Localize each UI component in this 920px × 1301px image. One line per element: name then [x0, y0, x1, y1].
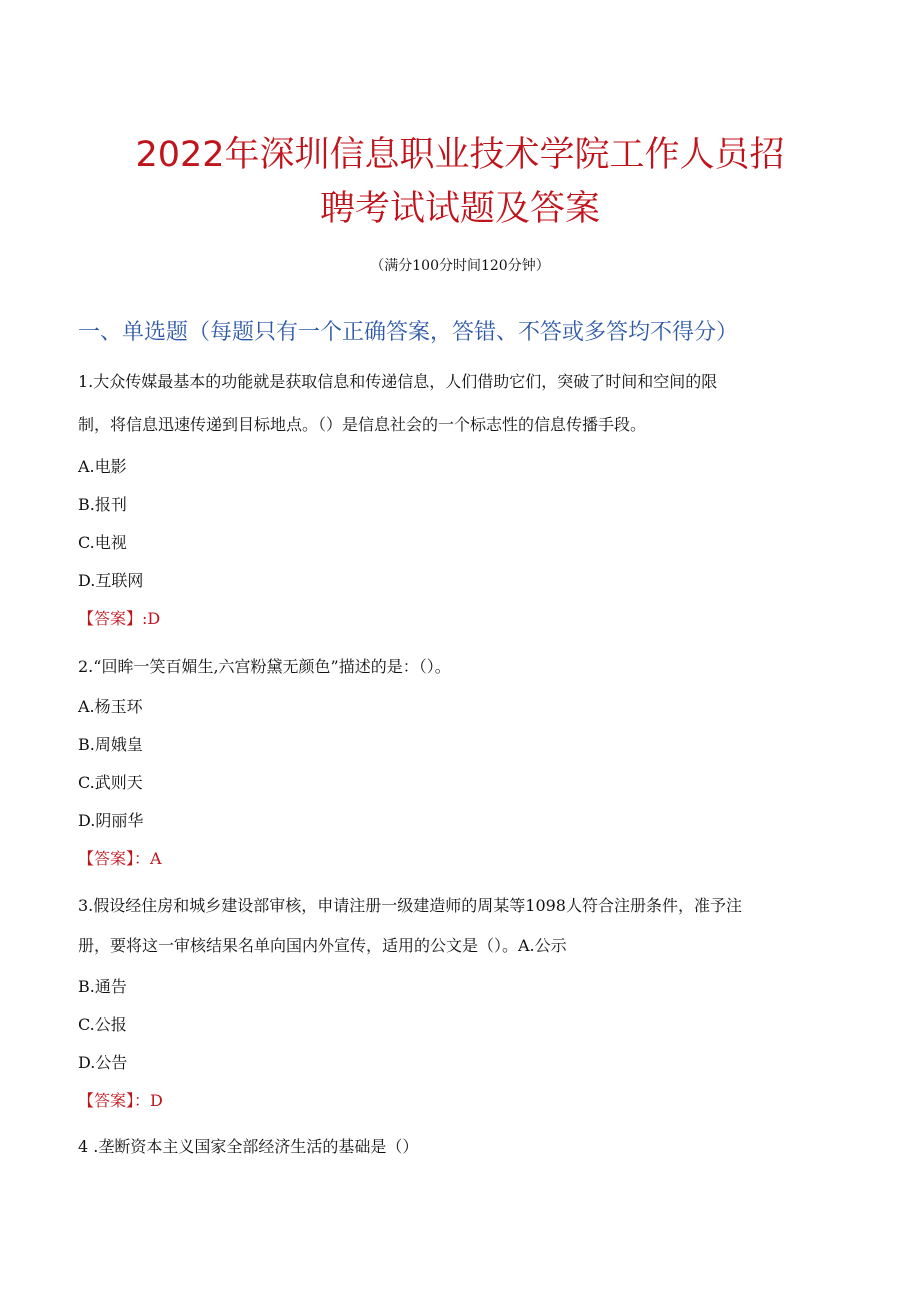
question-3-option-d: D.公告 — [78, 1053, 128, 1072]
answer-value: ：D — [134, 1091, 163, 1110]
question-1-answer — [78, 608, 858, 630]
question-2-option-b: B.周娥皇 — [78, 735, 143, 754]
question-2-answer — [78, 848, 858, 870]
question-1-option-c: C.电视 — [78, 533, 127, 552]
answer-label: 【答案】 — [78, 849, 135, 868]
question-1-stem-line-1: 1.大众传媒最基本的功能就是获取信息和传递信息，人们借助它们，突破了时间和空间的限 — [78, 372, 718, 391]
question-1-stem-line-2: 制，将信息迅速传递到目标地点。（）是信息社会的一个标志性的信息传播手段。 — [78, 415, 647, 434]
answer-value: :D — [142, 609, 161, 628]
question-3-option-b: B.通告 — [78, 977, 127, 996]
question-2-stem-line-1: 2.“回眸一笑百媚生,六宫粉黛无颜色”描述的是：（）。 — [78, 657, 451, 676]
exam-duration-note: （满分100分时间120分钟） — [370, 258, 550, 274]
question-1-option-a: A.电影 — [78, 457, 127, 476]
question-1-option-b: B.报刊 — [78, 495, 127, 514]
question-1-option-d: D.互联网 — [78, 571, 144, 590]
document-title-line-2: 聘考试试题及答案 — [319, 189, 600, 229]
question-2-option-a: A.杨玉环 — [78, 697, 143, 716]
question-3-answer — [78, 1090, 858, 1112]
question-4-stem-line-1: 4 .垄断资本主义国家全部经济生活的基础是（） — [78, 1137, 419, 1156]
answer-label: 【答案】 — [78, 1091, 135, 1110]
answer-label: 【答案】 — [78, 609, 143, 628]
question-3-stem-line-1: 3.假设经住房和城乡建设部审核，申请注册一级建造师的周某等1098人符合注册条件，准予注 — [78, 896, 742, 915]
question-2-option-d: D.阴丽华 — [78, 811, 144, 830]
section-heading-single-choice: 一、单选题（每题只有一个正确答案，答错、不答或多答均不得分） — [78, 320, 739, 345]
document-title-line-1: 2022年深圳信息职业技术学院工作人员招 — [135, 135, 785, 175]
question-3-option-c: C.公报 — [78, 1015, 127, 1034]
answer-value: ：A — [134, 849, 162, 868]
question-3-stem-line-2: 册，要将这一审核结果名单向国内外宣传，适用的公文是（）。A.公示 — [78, 936, 567, 955]
question-2-option-c: C.武则天 — [78, 773, 143, 792]
